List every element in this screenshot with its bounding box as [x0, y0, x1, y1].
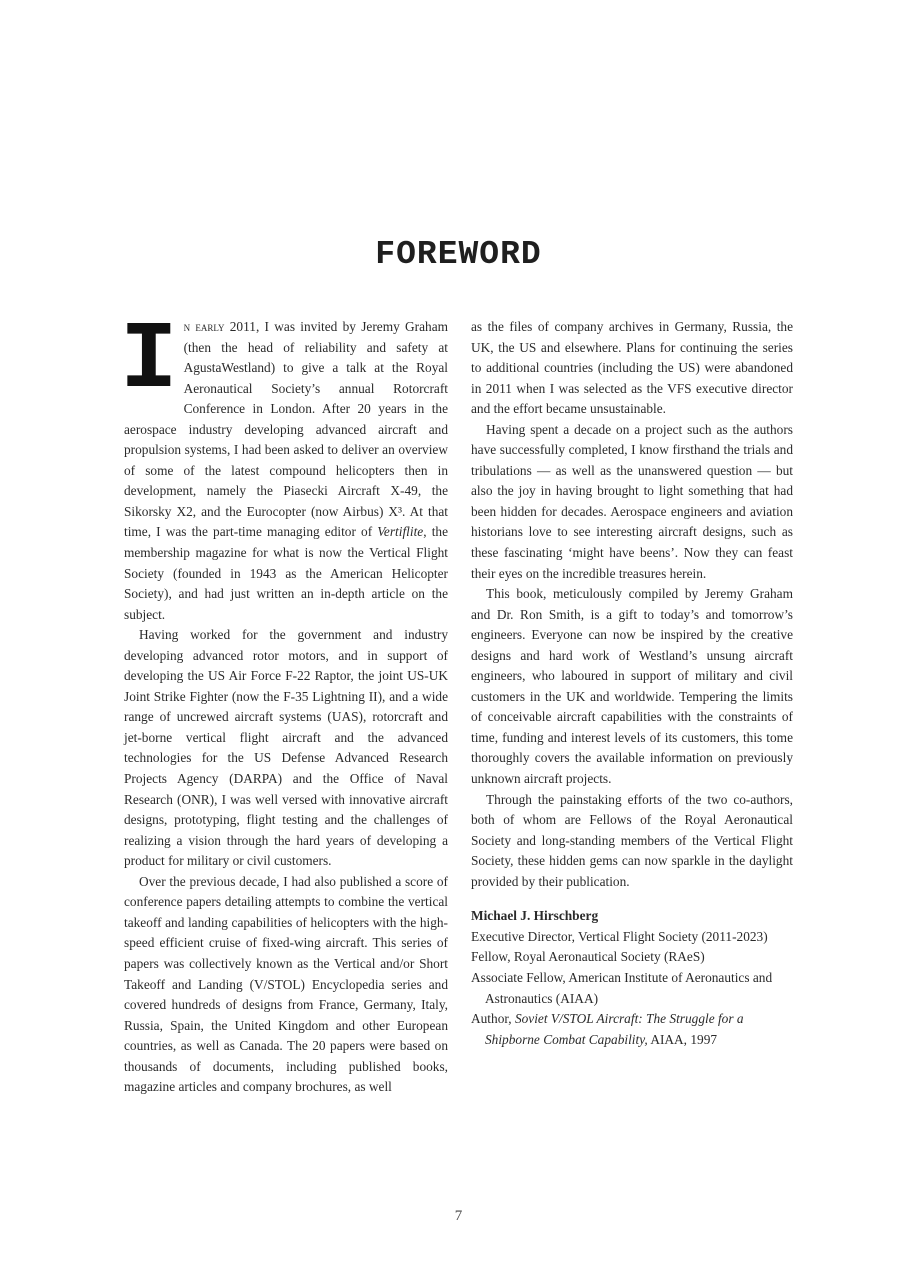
left-column	[120, 306, 448, 1098]
paragraph-5: This book, meticulously compiled by Jeremy Graham and Dr. Ron Smith, is a gift to today’s and tomorrow’s engineers. Everyone can now be inspired by the creative designs and hard work of Westland’s unsung aircraft engineers, who laboured in support of military and civil customers in the UK and worldwide. Tempering the limits of conceivable aircraft capabilities with the constraints of time, funding and interest levels of its customers, this tome thoroughly covers the available information on previously unknown aircraft projects.	[471, 586, 793, 787]
paragraph-6: Through the painstaking efforts of the two co-authors, both of whom are Fellows of the Royal Aeronautical Society and long-standing members of the Vertical Flight Society, these hidden gems can now sparkle in the daylight provided by their publication.	[471, 791, 793, 889]
drop-cap: I	[120, 306, 178, 415]
paragraph-1	[120, 306, 448, 625]
author-title-4	[471, 1009, 793, 1050]
author-title-3: Associate Fellow, American Institute of Aeronautics and Astronautics (AIAA)	[471, 969, 773, 1006]
author-name: Michael J. Hirschberg	[471, 908, 599, 924]
page-title: FOREWORD	[375, 236, 542, 273]
author-title-2: Fellow, Royal Aeronautical Society (RAeS)	[471, 949, 705, 965]
author-book-suffix: AIAA, 1997	[647, 1031, 718, 1047]
opening-small-caps: n early	[183, 319, 225, 334]
magazine-title: Vertiflite	[377, 524, 424, 540]
paragraph-continued: as the files of company archives in Germany, Russia, the UK, the US and elsewhere. Plans for continuing the series to additional countries (including the US) were abandoned in 2011 when I was selected as the VFS executive director and the effort became unsustainable.	[471, 319, 793, 417]
paragraph-3: Over the previous decade, I had also published a score of conference papers detailing attempts to combine the vertical takeoff and landing capabilities of helicopters with the high-speed efficient cruise of fixed-wing aircraft. This series of papers was collectively known as the Vertical and/or Short Takeoff and Landing (V/STOL) Encyclopedia series and covered hundreds of designs from France, Germany, Italy, Russia, Spain, the United Kingdom and other European countries, as well as Canada. The 20 papers were based on thousands of documents, including published books, magazine articles and company brochures, as well	[124, 873, 448, 1095]
paragraph-4: Having spent a decade on a project such as the authors have successfully completed, I know firsthand the trials and tribulations — as well as the unanswered question — but also the joy in having brought to light something that had been hidden for decades. Aerospace engineers and aviation historians love to see interesting aircraft designs, such as these fascinating ‘might have beens’. Now they can feast their eyes on the incredible treasures herein.	[471, 421, 793, 581]
author-book-title: Soviet V/STOL Aircraft: The Struggle for a Shipborne Combat Capability,	[485, 1011, 744, 1047]
page-number: 7	[454, 1208, 463, 1224]
paragraph-1-text-b: , the membership magazine for what is now the Vertical Flight Society (founded in 1943 as the American Helicopter Society), and had just written an in-depth article on the subject.	[124, 524, 448, 622]
right-column	[471, 317, 793, 1050]
signature-block	[471, 906, 793, 1050]
paragraph-1-text-a: 2011, I was invited by Jeremy Graham (then the head of reliability and safety at AgustaWestland) to give a talk at the Royal Aeronautical Society’s annual Rotorcraft Conference in London. After 20 years in the aerospace industry developing advanced aircraft and propulsion systems, I had been asked to deliver an overview of some of the latest compound helicopters then in development, namely the Piasecki Aircraft X-49, the Sikorsky X2, and the Eurocopter (now Airbus) X³. At that time, I was the part-time managing editor of	[124, 319, 448, 540]
paragraph-2: Having worked for the government and industry developing advanced rotor motors, and in support of developing the US Air Force F-22 Raptor, the joint US-UK Joint Strike Fighter (now the F-35 Lightning II), and a wide range of uncrewed aircraft systems (UAS), rotorcraft and jet-borne vertical flight aircraft and the advanced technologies for the US Defense Advanced Research Projects Agency (DARPA) and the Office of Naval Research (ONR), I was well versed with innovative aircraft designs, prototyping, flight testing and the challenges of realizing a vision through the hard years of developing a product for military or civil customers.	[124, 627, 448, 869]
author-title-1: Executive Director, Vertical Flight Society (2011-2023)	[471, 928, 768, 944]
author-book-prefix: Author,	[471, 1011, 515, 1027]
